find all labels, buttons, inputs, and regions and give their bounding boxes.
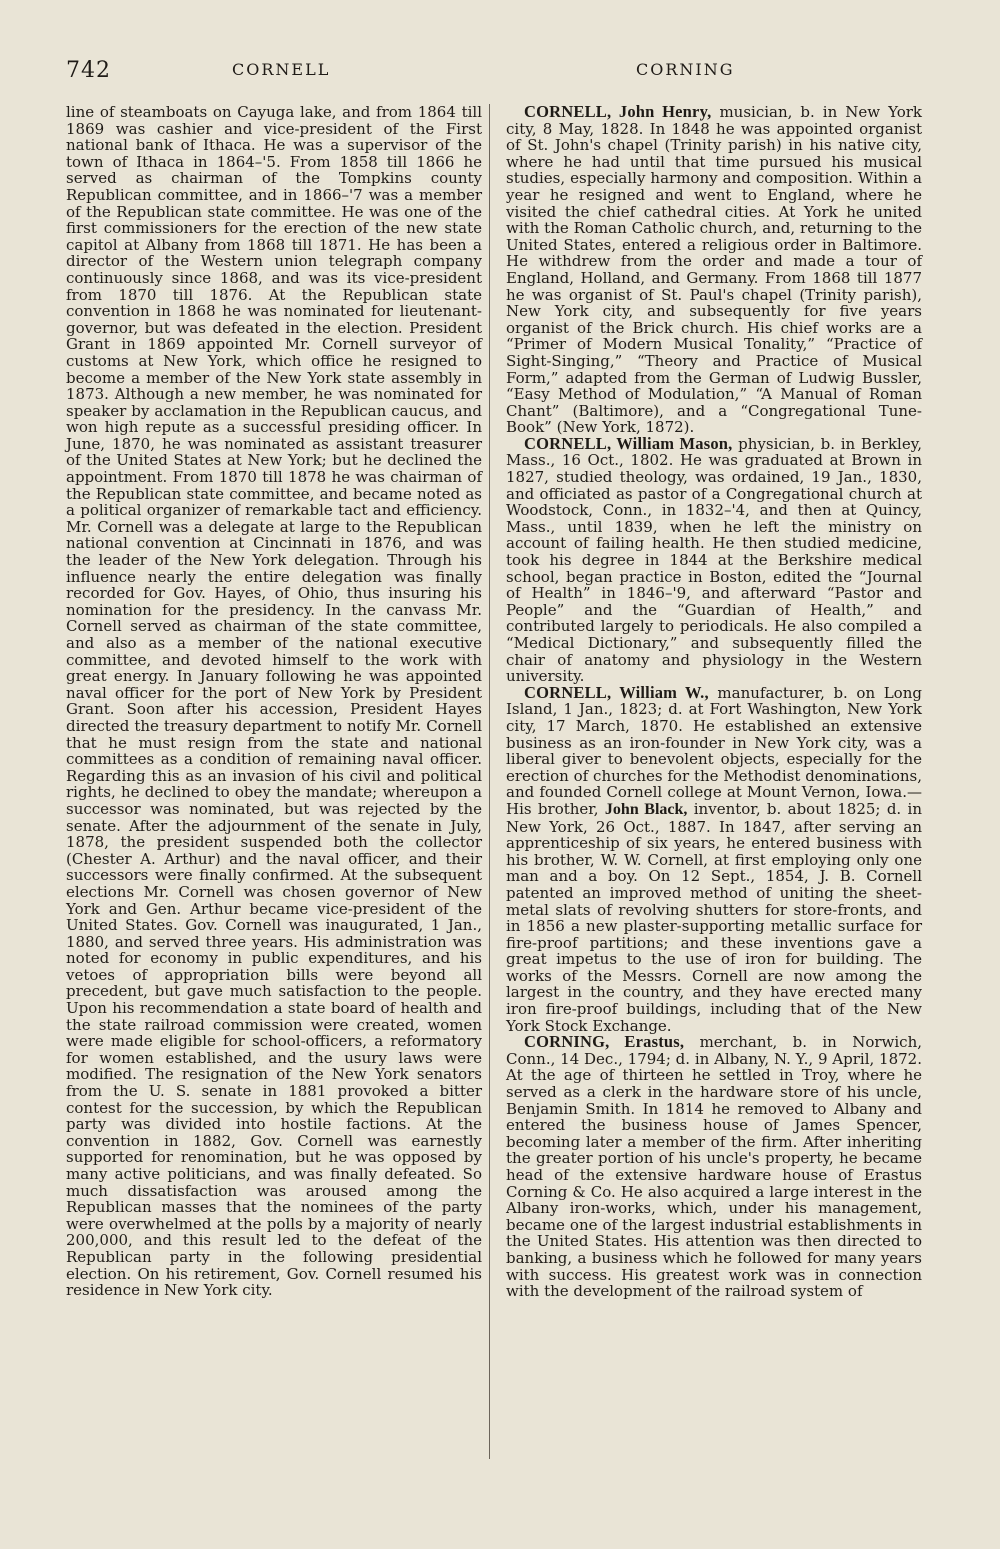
entry-headword: CORNELL, John Henry, xyxy=(524,102,712,121)
entry-text: merchant, b. in Norwich, Conn., 14 Dec., 1794; d. in Albany, N. Y., 9 April, 1872. At the age of thirteen he settled in Troy, where he served as a clerk in the hardware store of his uncle, Benjamin Smith. In 1814 he removed to Albany and entered the business house of James Spencer, becoming later a member of the firm. After inheriting the greater portion of his uncle's property, he became head of the extensive hardware house of Erastus Corning & Co. He also acquired a large interest in the Albany iron-works, which, under his management, became one of the largest industrial establishments in the United States. His attention was then directed to banking, a business which he followed for many years with success. His greatest work was in connection with the development of the railroad system of xyxy=(506,1033,922,1301)
entry-headword: CORNELL, William Mason, xyxy=(524,433,733,453)
page-header xyxy=(66,58,934,88)
entry-erastus-corning xyxy=(506,1034,922,1300)
entry-headword: CORNELL, William W., xyxy=(524,682,709,702)
running-head-left: CORNELL xyxy=(232,60,331,79)
right-column xyxy=(506,104,922,1300)
entry-text: musician, b. in New York city, 8 May, 1828. In 1848 he was appointed organist of St. John's chapel (Trinity parish) in his native city, where he had until that time pursued his musical studies, especially harmony and composition. Within a year he resigned and went to England, where he visited the chief cathedral cities. At York he united with the Roman Catholic church, and, returning to the United States, entered a religious order in Baltimore. He withdrew from the order and made a tour of England, Holland, and Germany. From 1868 till 1877 he was organist of St. Paul's chapel (Trinity parish), New York city, and subsequently for five years organist of the Brick church. His chief works are a “Primer of Modern Musical Tonality,” “Practice of Sight-Singing,” “Theory and Practice of Musical Form,” adapted from the German of Ludwig Bussler, “Easy Method of Modulation,” “A Manual of Roman Chant” (Baltimore), and a “Congregational Tune-Book” (New York, 1872). xyxy=(506,103,922,437)
column-divider xyxy=(489,104,490,1459)
page-number: 742 xyxy=(66,58,111,83)
entry-william-mason-cornell xyxy=(506,433,922,686)
entry-headword: CORNING, Erastus, xyxy=(524,1032,685,1052)
running-head-right: CORNING xyxy=(636,60,735,79)
entry-william-w-cornell xyxy=(506,682,922,1035)
entry-text-continued: inventor, b. about 1825; d. in New York, 26 Oct., 1887. In 1847, after serving an apprenticeship of six years, he entered business with his brother, W. W. Cornell, at first employing only one man and a boy. On 12 Sept., 1854, J. B. Cornell patented an improved method of uniting the sheet-metal slats of revolving shutters for store-fronts, and in 1856 a new plaster-supporting metallic surface for fire-proof partitions; and these inventions gave a great impetus to the use of iron for building. The works of the Messrs. Cornell are now among the largest in the country, and they have erected many iron fire-proof buildings, including that of the New York Stock Exchange. xyxy=(506,799,922,1035)
entry-text: manufacturer, b. on Long Island, 1 Jan., 1823; d. at Fort Washington, New York city, 17 March, 1870. He established an extensive business as an iron-founder in New York city, was a liberal giver to benevolent objects, especially for the erection of churches for the Methodist denominations, and founded Cornell college at Mount Vernon, Iowa.—His brother, xyxy=(506,683,922,818)
left-column xyxy=(66,104,482,1299)
entry-subhead: John Black, xyxy=(604,800,688,818)
entry-text: physician, b. in Berkley, Mass., 16 Oct., 1802. He was graduated at Brown in 1827, studied theology, was ordained, 19 Jan., 1830, and officiated as pastor of a Congregational church at Woodstock, Conn., in 1832–'4, and then at Quincy, Mass., until 1839, when he left the ministry on account of failing health. He then studied medicine, took his degree in 1844 at the Berkshire medical school, began practice in Boston, edited the “Journal of Health” in 1846–'9, and afterward “Pastor and People” and the “Guardian of Health,” and contributed largely to periodicals. He also compiled a “Medical Dictionary,” and subsequently filled the chair of anatomy and physiology in the Western university. xyxy=(506,434,922,686)
entry-john-henry-cornell xyxy=(506,104,922,436)
continued-paragraph: line of steamboats on Cayuga lake, and from 1864 till 1869 was cashier and vice-president of the First national bank of Ithaca. He was a supervisor of the town of Ithaca in 1864–'5. From 1858 till 1866 he served as chairman of the Tompkins county Republican committee, and in 1866–'7 was a member of the Republican state committee. He was one of the first commissioners for the erection of the new state capitol at Albany from 1868 till 1871. He has been a director of the Western union telegraph company continuously since 1868, and was its vice-president from 1870 till 1876. At the Republican state convention in 1868 he was nominated for lieutenant-governor, but was defeated in the election. President Grant in 1869 appointed Mr. Cornell surveyor of customs at New York, which office he resigned to become a member of the New York state assembly in 1873. Although a new member, he was nominated for speaker by acclamation in the Republican caucus, and won high repute as a successful presiding officer. In June, 1870, he was nominated as assistant treasurer of the United States at New York; but he declined the appointment. From 1870 till 1878 he was chairman of the Republican state committee, and became noted as a political organizer of remarkable tact and efficiency. Mr. Cornell was a delegate at large to the Republican national convention at Cincinnati in 1876, and was the leader of the New York delegation. Through his influence nearly the entire delegation was finally recorded for Gov. Hayes, of Ohio, thus insuring his nomination for the presidency. In the canvass Mr. Cornell served as chairman of the state committee, and also as a member of the national executive committee, and devoted himself to the work with great energy. In January following he was appointed naval officer for the port of New York by President Grant. Soon after his accession, President Hayes directed the treasury department to notify Mr. Cornell that he must resign from the state and national committees as a condition of remaining naval officer. Regarding this as an invasion of his civil and political rights, he declined to obey the mandate; whereupon a successor was nominated, but was rejected by the senate. After the adjournment of the senate in July, 1878, the president suspended both the collector (Chester A. Arthur) and the naval officer, and their successors were finally confirmed. At the subsequent elections Mr. Cornell was chosen governor of New York and Gen. Arthur became vice-president of the United States. Gov. Cornell was inaugurated, 1 Jan., 1880, and served three years. His administration was noted for economy in public expenditures, and his vetoes of appropriation bills were beyond all precedent, but gave much satisfaction to the people. Upon his recommendation a state board of health and the state railroad commission were created, women were made eligible for school-officers, a reformatory for women established, and the usury laws were modified. The resignation of the New York senators from the U. S. senate in 1881 provoked a bitter contest for the succession, by which the Republican party was divided into hostile factions. At the convention in 1882, Gov. Cornell was earnestly supported for renomination, but he was opposed by many active politicians, and was finally defeated. So much dissatisfaction was aroused among the Republican masses that the nominees of the party were overwhelmed at the polls by a majority of nearly 200,000, and this result led to the defeat of the Republican party in the following presidential election. On his retirement, Gov. Cornell resumed his residence in New York city. xyxy=(66,103,482,1300)
text-columns xyxy=(66,104,922,1504)
